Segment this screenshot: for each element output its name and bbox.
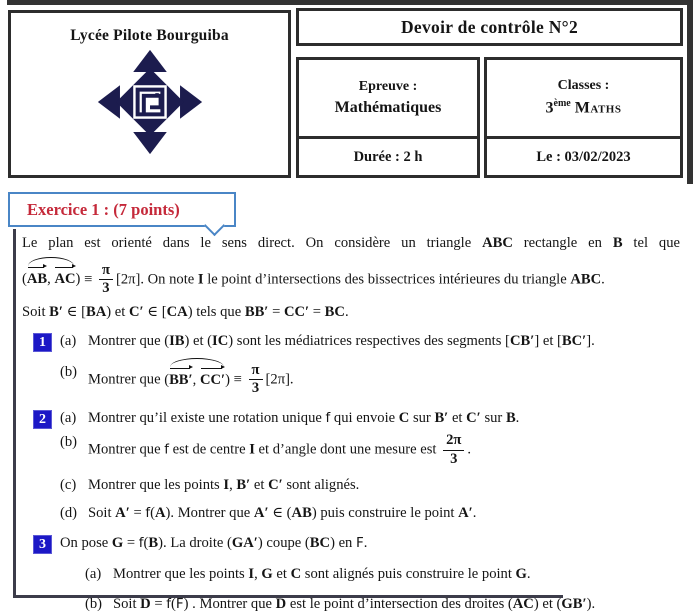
school-name: Lycée Pilote Bourguiba — [70, 27, 229, 44]
sub-label: (b) — [85, 595, 103, 612]
question-2d — [22, 504, 680, 523]
question-text: Montrer que (BB′, CC′) ≡ $\frac{\pi}{3}$ [2π]. — [88, 362, 294, 397]
question-text: On pose G = f(B). La droite (GA′) coupe (BC) en F. — [60, 535, 368, 552]
callout-tail — [204, 215, 225, 236]
school-logo-icon — [95, 49, 205, 155]
classes-grade-sup: ème — [553, 98, 571, 110]
sub-label: (b) — [60, 364, 78, 381]
sub-label: (a) — [60, 333, 77, 350]
question-text: Montrer que (IB) et (IC) sont les médiatrices respectives des segments [CB′] et [BC′]. — [88, 333, 595, 350]
question-text: Montrer que f est de centre I et d’angle dont une mesure est $\frac{2\pi}{3}$ . — [88, 432, 472, 467]
question-text: Soit A′ = f(A). Montrer que A′ ∈ (AB) puis construire le point A′. — [88, 504, 477, 521]
sub-label: (a) — [60, 410, 77, 427]
exercise-title: Exercice 1 : (7 points) — [27, 199, 180, 219]
question-1-number: 1 — [33, 333, 52, 352]
intro-line-2: (AB, AC) ≡ $\frac{\pi}{3}$ [2π]. On note I le point d’intersections des bissectrices intérieures du triangle ABC. — [22, 261, 605, 296]
epreuve-cell — [299, 60, 477, 139]
sub-label: (c) — [60, 477, 77, 494]
sub-label: (a) — [85, 566, 102, 583]
question-2b — [22, 433, 680, 467]
classes-box — [484, 57, 683, 178]
header-top-border — [7, 0, 693, 5]
question-1b — [22, 354, 680, 397]
classes-label: Classes : — [557, 78, 610, 94]
classes-cell — [487, 60, 680, 139]
duree-value: Durée : 2 h — [353, 148, 423, 165]
exam-title-box — [296, 8, 683, 46]
school-box — [8, 10, 291, 178]
sub-label: (d) — [60, 504, 78, 521]
question-text: Soit D = f(F) . Montrer que D est le point d’intersection des droites (AC) et (GB′). — [113, 595, 596, 612]
date-value: Le : 03/02/2023 — [536, 148, 631, 165]
classes-section: Maths — [574, 99, 622, 117]
question-3-number: 3 — [33, 535, 52, 554]
question-2c — [22, 476, 680, 495]
intro-line-1: Le plan est orienté dans le sens direct. On considère un triangle ABC rectangle en B tel que — [22, 235, 680, 251]
question-text: Montrer que les points I, B′ et C′ sont alignés. — [88, 477, 360, 494]
exercise-content — [22, 234, 680, 613]
question-text: Montrer que les points I, G et C sont alignés puis construire le point G. — [113, 566, 531, 583]
exam-title: Devoir de contrôle N°2 — [400, 16, 579, 37]
sub-label: (b) — [60, 434, 78, 451]
question-3-lead — [22, 534, 680, 554]
epreuve-box — [296, 57, 480, 178]
school-logo — [11, 49, 288, 155]
intro-line-3: Soit B′ ∈ [BA) et C′ ∈ [CA) tels que BB′ = CC′ = BC. — [22, 303, 349, 320]
question-3b — [22, 595, 680, 613]
classes-value — [546, 98, 622, 117]
exercise-title-box — [8, 192, 236, 227]
epreuve-value: Mathématiques — [334, 99, 442, 116]
epreuve-label: Epreuve : — [358, 79, 418, 94]
question-2a — [22, 409, 680, 429]
header-right-border — [687, 0, 693, 184]
question-1a — [22, 332, 680, 352]
question-3a — [22, 565, 680, 584]
content-left-border — [13, 229, 16, 597]
question-text: Montrer qu’il existe une rotation unique f qui envoie C sur B′ et C′ sur B. — [88, 410, 520, 427]
classes-grade: 3 — [545, 99, 554, 117]
question-2-number: 2 — [33, 410, 52, 429]
